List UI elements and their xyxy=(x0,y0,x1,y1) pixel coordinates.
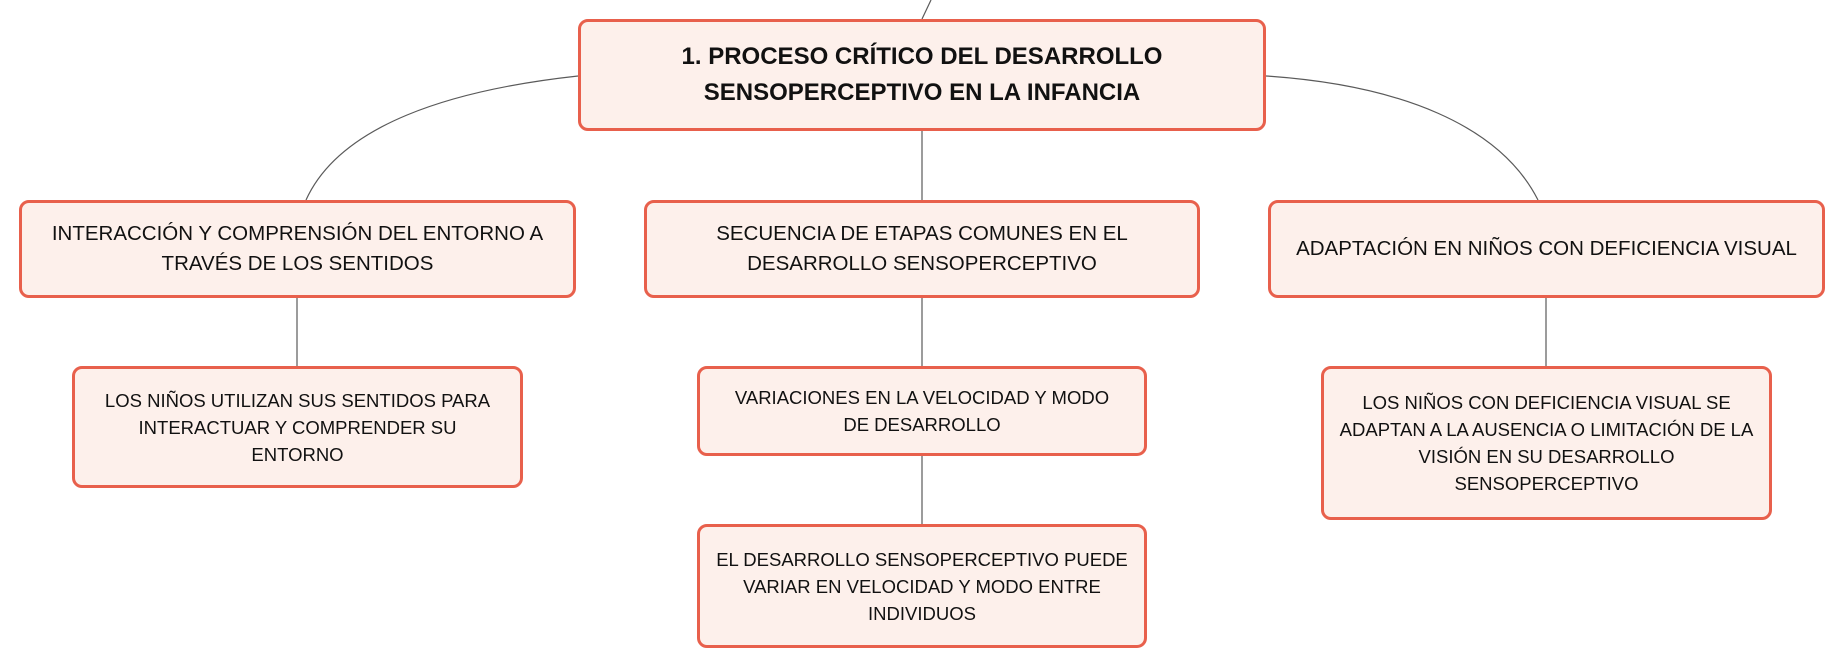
topic-secuencia-etapas[interactable] xyxy=(644,200,1200,298)
connector-parent-root xyxy=(922,0,931,19)
subtopic-label: VARIACIONES EN LA VELOCIDAD Y MODO DE DESARROLLO xyxy=(734,387,1110,435)
topic-label: INTERACCIÓN Y COMPRENSIÓN DEL ENTORNO A TRAVÉS DE LOS SENTIDOS xyxy=(51,222,544,275)
connector-root-branch-3 xyxy=(1266,76,1538,200)
subtopic-label: LOS NIÑOS UTILIZAN SUS SENTIDOS PARA INTERACTUAR Y COMPRENDER SU ENTORNO xyxy=(104,389,491,465)
subtopic-variaciones-velocidad[interactable] xyxy=(697,366,1147,456)
topic-adaptacion-deficiencia-visual[interactable] xyxy=(1268,200,1825,298)
root-topic-label: 1. PROCESO CRÍTICO DEL DESARROLLO SENSOPERCEPTIVO EN LA INFANCIA xyxy=(681,43,1163,106)
topic-interaccion-entorno[interactable] xyxy=(19,200,576,298)
subtopic-ninos-utilizan-sentidos[interactable] xyxy=(72,366,523,488)
root-topic[interactable] xyxy=(578,19,1266,131)
subtopic-desarrollo-puede-variar[interactable] xyxy=(697,524,1147,648)
connector-root-branch-1 xyxy=(306,76,578,200)
topic-label: SECUENCIA DE ETAPAS COMUNES EN EL DESARROLLO SENSOPERCEPTIVO xyxy=(716,222,1128,275)
subtopic-label: LOS NIÑOS CON DEFICIENCIA VISUAL SE ADAPTAN A LA AUSENCIA O LIMITACIÓN DE LA VISIÓN EN SU DESARROLLO SENSOPERCEPTIVO xyxy=(1339,392,1754,494)
topic-label: ADAPTACIÓN EN NIÑOS CON DEFICIENCIA VISUAL xyxy=(1296,237,1797,260)
subtopic-label: EL DESARROLLO SENSOPERCEPTIVO PUEDE VARIAR EN VELOCIDAD Y MODO ENTRE INDIVIDUOS xyxy=(716,548,1128,624)
subtopic-ninos-deficiencia-visual-adaptan[interactable] xyxy=(1321,366,1772,520)
